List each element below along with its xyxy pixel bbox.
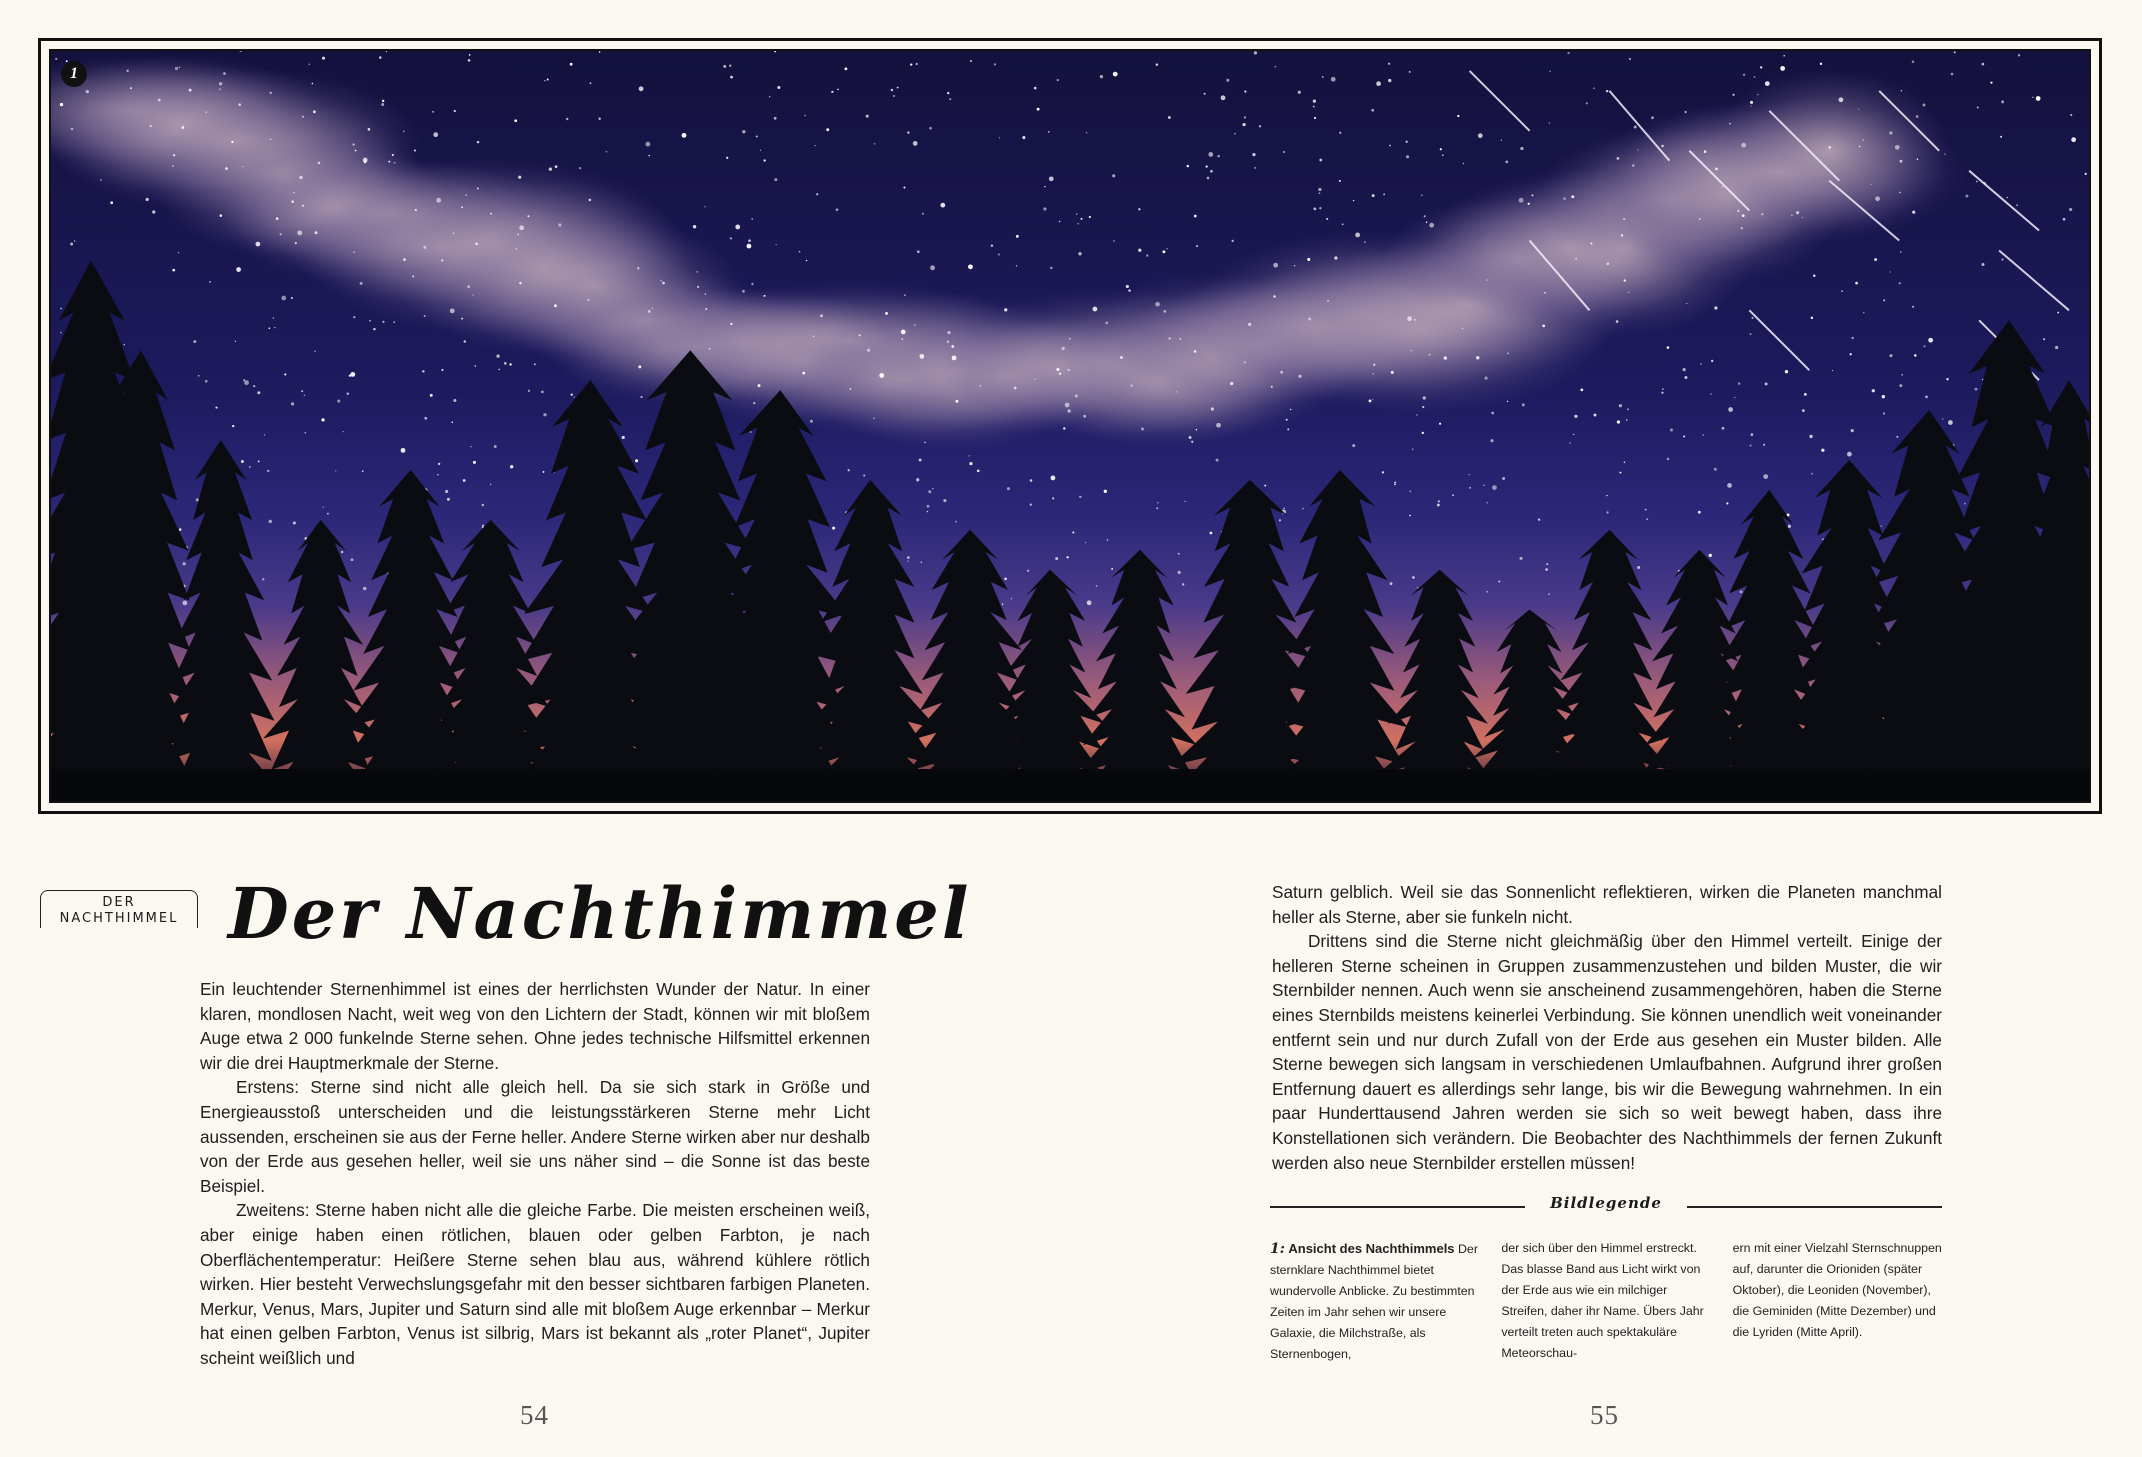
- legend-col-2: der sich über den Himmel erstreckt. Das blasse Band aus Licht wirkt von der Erde aus wie ein milchiger Streifen, daher ihr Name. Übers Jahr verteilt treten auch spektakuläre Meteorschau-: [1501, 1241, 1704, 1360]
- paragraph: Erstens: Sterne sind nicht alle gleich hell. Da sie sich stark in Größe und Energieausstoß unterscheiden und die leistungsstärkeren Sterne mehr Licht aussenden, erscheinen sie aus der Ferne heller. Andere Sterne wirken aber nur deshalb von der Erde aus gesehen heller, weil sie uns näher sind – die Sonne ist das beste Beispiel.: [200, 1077, 870, 1196]
- paragraph: Ein leuchtender Sternenhimmel ist eines der herrlichsten Wunder der Natur. In einer klaren, mondlosen Nacht, weit weg von den Lichtern der Stadt, können wir mit bloßem Auge etwa 2 000 funkelnde Sterne sehen. Ohne jedes technische Hilfsmittel erkennen wir die drei Hauptmerkmale der Sterne.: [200, 979, 870, 1073]
- section-tag: [40, 890, 198, 928]
- page-number-right: 55: [1590, 1400, 1619, 1430]
- legend-heading-label: Bildlegende: [1550, 1194, 1662, 1212]
- section-tag-line2: NACHTHIMMEL: [59, 911, 179, 926]
- illustration-frame: [38, 38, 2102, 814]
- section-tag-line1: DER: [102, 895, 136, 910]
- legend-columns: [1270, 1238, 1942, 1365]
- legend-text: Der sternklare Nachthimmel bietet wundervolle Anblicke. Zu bestimmten Zeiten im Jahr sehen wir unsere Galaxie, die Milchstraße, als Sternenbogen,: [1270, 1242, 1478, 1361]
- legend-heading: [1270, 1194, 1942, 1218]
- plate-number-badge: 1: [61, 61, 87, 87]
- milky-way-band: [51, 54, 1966, 452]
- page-title: Der Nachthimmel: [228, 872, 972, 955]
- night-sky-scene: [51, 51, 2089, 801]
- legend-col-3: ern mit einer Vielzahl Sternschnuppen auf, darunter die Orioniden (später Oktober), die Leoniden (November), die Geminiden (Mitte Dezember) und die Lyriden (Mitte April).: [1732, 1241, 1942, 1339]
- right-text-column: [1272, 880, 1942, 1175]
- legend-number: 1:: [1270, 1241, 1285, 1257]
- paragraph: Saturn gelblich. Weil sie das Sonnenlicht reflektieren, wirken die Planeten manchmal heller als Sterne, aber sie funkeln nicht.: [1272, 882, 1942, 927]
- night-sky-illustration: [49, 49, 2091, 803]
- page-number-left: 54: [520, 1400, 549, 1430]
- paragraph: Zweitens: Sterne haben nicht alle die gleiche Farbe. Die meisten erscheinen weiß, aber einige haben einen rötlichen, blauen oder gelben Farbton, je nach Oberflächentemperatur: Heißere Sterne sehen blau aus, während kühlere rötlich wirken. Hier besteht Verwechslungsgefahr mit den besser sichtbaren farbigen Planeten. Merkur, Venus, Mars, Jupiter und Saturn sind alle mit bloßem Auge erkennbar – Merkur hat einen gelben Farbton, Venus ist silbrig, Mars ist bekannt als „roter Planet“, Jupiter scheint weißlich und: [200, 1200, 870, 1368]
- left-text-column: [200, 977, 870, 1371]
- divider: [1687, 1206, 1942, 1208]
- legend-col-1: [1270, 1238, 1479, 1365]
- paragraph: Drittens sind die Sterne nicht gleichmäßig über den Himmel verteilt. Einige der helleren Sterne scheinen in Gruppen zusammenzustehen und bilden Muster, die wir Sternbilder nennen. Auch wenn sie anscheinend zusammengehören, haben die Sterne eines Sternbilds meistens keinerlei Verbindung. Sie können unendlich weit voneinander entfernt sein und nur durch Zufall von der Erde aus gesehen ein Muster bilden. Alle Sterne bewegen sich langsam in verschiedenen Umlaufbahnen. Aufgrund ihrer großen Entfernung dauert es allerdings sehr lange, bis wir die Bewegung wahrnehmen. In ein paar Hunderttausend Jahren werden sie sich so weit bewegt haben, dass ihre Konstellationen sich verändern. Die Beobachter des Nachthimmels der fernen Zukunft werden also neue Sternbilder erstellen müssen!: [1272, 931, 1942, 1173]
- legend-caption-title: Ansicht des Nachthimmels: [1288, 1241, 1455, 1256]
